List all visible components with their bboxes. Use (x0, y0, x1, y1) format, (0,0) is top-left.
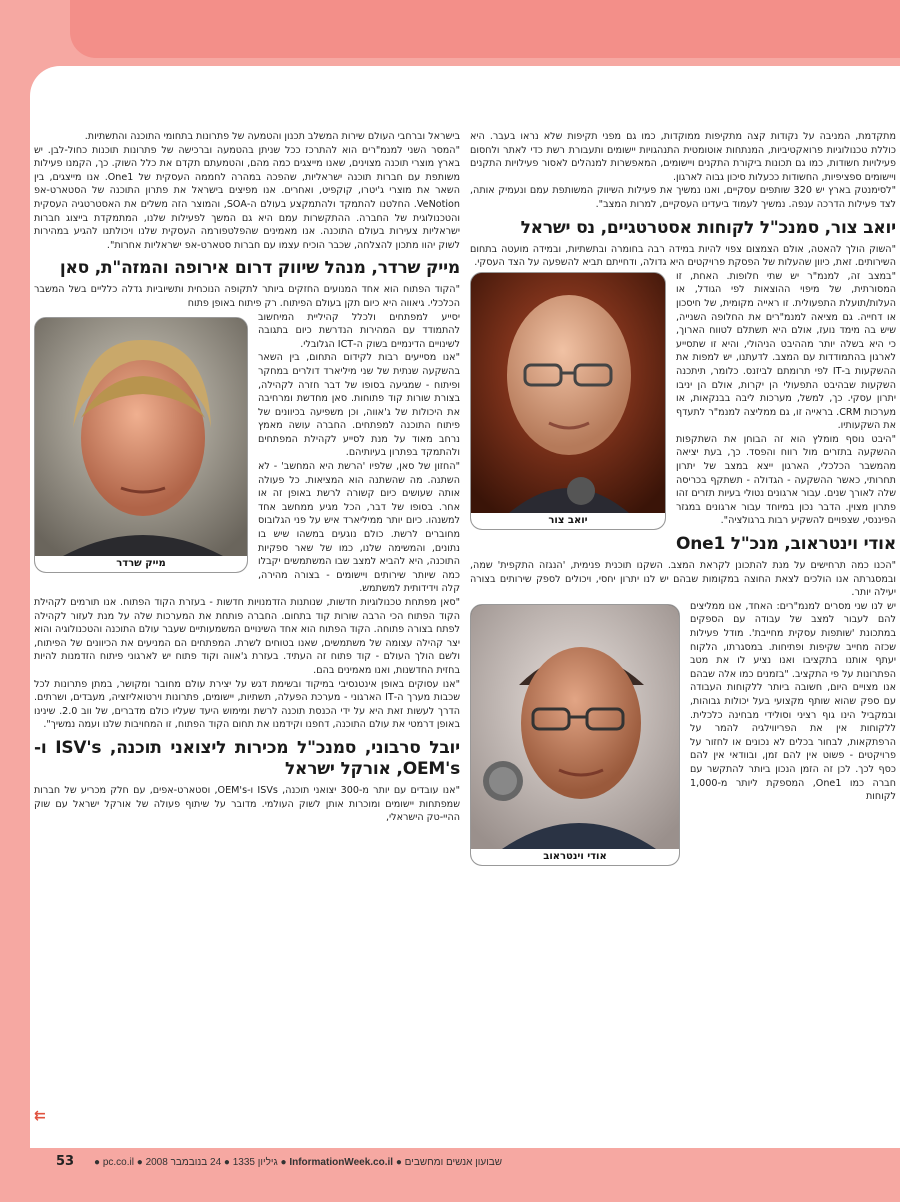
portrait-image (470, 605, 679, 851)
footer-publication: שבועון אנשים ומחשבים (404, 1157, 503, 1168)
section-heading-shrader: מייק שרדר, מנהל שיווק דרום אירופה והמזה"ת, סאן (59, 258, 460, 279)
paragraph: "אנו עסוקים באופן אינטנסיבי במיקוד ובשימת דגש על יצירת עולם מחובר ומקושר, במתן פתרונות לכל שכבות מערך ה-IT הארגוני - מערכת הפעלה, תשתיות, יישומים, פתרונות וירטואליזציה, מעבדים, ושרתים. הדרך לעשות זאת היא על ידי הכנסת תוכנה לרשת ומימוש היעד שעליו כולם מדברים, של ווב 2.0. שינינו באופן דרמטי את עולם התוכנה, דחפנו וקידמנו את תחום הקוד הפתוח, זו המחויבות שלנו ועמה נמשיך". (34, 678, 460, 731)
header-band (70, 0, 900, 58)
photo-yoav-tsur (470, 272, 666, 530)
footer-issue: גיליון 1335 (232, 1157, 278, 1168)
paragraph: יסייע למפתחים ולכלל קהיליית המיחשוב להתמודד עם המהירות הנדרשת כיום בתגובה לשינויים הדינמיים בשוק ה-ICT הגלובלי. (258, 311, 460, 350)
footer-site-pc: pc.co.il (102, 1157, 134, 1168)
paragraph: "השוק הולך להאטה, אולם הצמצום צפוי להיות במידה רבה בחומרה ובתשתיות, ובמידה מועטה בתחום השירותים. זאת, כיוון שהעלות של הפסקת פרויקטים היא גדולה, ודחייתם תביא להשפעה על הצד העסקי. (470, 243, 896, 269)
paragraph: "סאן מפתחת טכנולוגיות חדשות, שנותנות הזדמנויות חדשות - בעזרת הקוד הפתוח. אנו תורמים לקהילת הקוד הפתוח הכי הרבה שורות קוד בתחום. החברה פותחת את המערכות שלה על מנת לעזור לקהילה לפתח בצורה פתוחה. הקוד הפתוח הוא אחד השינויים המשמעותיים שעבר עולם התוכנה והטכנולוגיה והוא יצר קהילה עצומה של משתמשים, שאנו בטוחים לשרת. המפתחים הם המניעים את הכיוונים של הפיתוח, ולשם הולך העולם - קוד פתוח זה העתיד. בעזרת ג'אווה וקוד פתוח יש לארגוני פיתוח הזדמנות להיות בחזית החדשנות, ואנו מאמינים בהם. (34, 597, 460, 676)
paragraph: מתקדמת, המניבה על נקודות קצה מתקיפות ממוקדות, כמו גם מפני תקיפות שלא נראו בעבר. היא כוללת טכנולוגיות פרואקטיביות, המנתחות אוטומטית התנהגויות יישומים ותעבורת רשת כדי לאתר ולחסום פעילויות חשודות, כמו גם תכונות ביקורת התקנים ויישומים, המאפשרות למנהלים לאסור פעילויות התקנים ויישומים ספציפיות, החשודות ככעלות סיכון גבוה לארגון. (470, 131, 896, 183)
photo-udi-weintraub (470, 604, 680, 866)
page-number: 53 (56, 1154, 75, 1169)
photo-caption: מייק שרדר (35, 556, 247, 572)
photo-caption: יואב צור (471, 513, 665, 529)
photo-mike-shrader (34, 317, 248, 573)
paragraph: "החזון של סאן, שלפיו 'הרשת היא המחשב' - לא השתנה. מה שהשתנה הוא המציאות. כל פעולה אותה שעושים כיום קשורה לרשת באופן זה או אחר. בסופו של דבר, הכל מגיע ממחשב אחד למשנהו. כיום יותר ממיליארד איש על פני הגלובוס מחוברים לרשת. כולם נוגעים במשהו שיש בו נתונים, והמשימה שלנו, כמו של שאר ספקיות התוכנה, היא להביא למצב שבו המשתמשים יקבלו כמה שיותר שירותים ויישומים - בצורה מהירה, קלה וידידותית למשתמש. (258, 461, 460, 595)
paragraph: "הכנו כמה תרחישים על מנת להתכונן לקראת המצב. השקנו תוכנית פנימית, 'הנגזה התקפית' שמה, ובמסגרתה אנו הולכים לצאת החוצה במקומות שבהם יש לנו יתרון יחסי, ויכולים לספק שירותים בצורה יעילה יותר. (470, 560, 896, 599)
continue-arrow-icon: ⇇ (34, 1108, 46, 1124)
paragraph: "המסר השני למנמ"רים הוא להתרכז ככל שניתן בהטמעה וברכישה של פתרונות תוכנות כחול-לבן. יש בארץ מוצרי תוכנה מצוינים, שאנו מייצגים כמה מהם, והטמעתם תקדם את כלל השוק. כך, הקמנו פעילות משותפת עם חברות תוכנה ישראליות, שהפכה במהרה לחממה העסקית של One1. אנו מייצגים, בין השאר את מוצרי ג'יטרו, קוקפיט, ואחרים. אנו מפיצים בישראל את פתרון התוכנה של הסטארט-אפ VeNotion. החלטנו להתמקד ולהתמקצע בעולם ה-SOA, והמוצר הזה משלים את האסטרטגיה העסקית והטכנולוגית של החברה. ההתקשרות עמם היא גם המשך לפעילות שלנו, המתמקדת בייצוג חברות ישראליות צעירות בעולם התוכנה. אנו מאמינים שהפלטפורמה העסקית שלנו ויכולתנו להגיע במהירות לשוק יהוו מתכון להצלחה, שכבר הוכיח עצמו עם חברות סטארט-אפ ישראליות אחרות". (34, 144, 461, 251)
right-column (470, 130, 896, 870)
portrait-image (34, 318, 247, 556)
footer-date: 24 בנובמבר 2008 (145, 1157, 222, 1168)
page-footer (30, 1108, 870, 1176)
portrait-image (470, 273, 665, 513)
section-heading-tsur: יואב צור, סמנכ"ל לקוחות אסטרטגיים, נס ישראל (520, 217, 896, 238)
section-heading-weintraub: אודי וינטראוב, מנכ"ל One1 (675, 534, 896, 555)
paragraph: "במצב זה, למנמ"ר יש שתי חלופות. האחת, זו המסורתית, של מיפוי ההוצאות לפי הגודל, או העלות/תועלת התפעולית. זו ראייה מקומית, של חיסכון או דחייה. גם מציאה למנמ"רים את החלופה השנייה, שיש בה מימד נועז, אולם היא תשתלם לטווח הארוך, כי היא בשלה יותר מההיבט הניהולי, והיא זו שתסייע לארגון בהתמודדות עם המצב. לדעתנו, יש למפות את ההשקעות ב-IT לפי תרומתם לביזנס. כלומר, תיתכנה השקעות שבהיבט התפעולי הן יקרות, אולם הן יניבו יתרון עסקי. כך, למשל, מערכות ליבה בבנקאות, או מערכות CRM. בראייה זו, גם ממליצה למנמ"ר לתעדף את השקעותיו. (676, 270, 896, 432)
photo-caption: אודי וינטראוב (471, 849, 679, 865)
section-heading-sarboni: יובל סרבוני, סמנכ"ל מכירות ליצואני תוכנה, ISV's ו-OEM's, אורקל ישראל (34, 737, 460, 779)
footer-line: ● pc.co.il ● 24 בנובמבר 2008 ● גיליון 1335 ● InformationWeek.co.il ● שבועון אנשים ומחשבים (94, 1157, 503, 1168)
footer-site-iw: InformationWeek.co.il (289, 1157, 394, 1168)
paragraph: "אנו עובדים עם יותר מ-300 יצואני תוכנה, ISVs ו-OEM's, וסטארט-אפים, עם חלק מכריע של חברות שמפתחות יישומים ומוכרות אותן לשוק העולמי. מדובר על שיתוף פעולה של אורקל ישראל עם שוק ההיי-טק הישראלי, (34, 784, 460, 824)
paragraph: "הקוד הפתוח הוא אחד המנועים החזקים ביותר לתקופה הנוכחית ותשיוביות גדלה כלליים בשל המשבר הכלכלי. גיאווה היא כיום תקן בעולם הפיתוח. רק פיתוח באופן פתוח (34, 284, 460, 309)
paragraph: בישראל וברחבי העולם שירות המשלב תכנון והטמעה של פתרונות בתחומי התוכנה והתשתיות. (84, 131, 460, 142)
paragraph: "לסימנטק בארץ יש 320 שותפים עסקיים, ואנו נמשיך את פעילות השיווק המשותפת עמם ונעמיק אותה, לצד פעילות הדרכה ענפה. נמשיך לעמוד ביעדינו העסקיים, למרות המצב". (470, 185, 896, 210)
paragraph: "אנו מסייעים רבות לקידום התחום, בין השאר בהשקעה שנתית של שני מיליארד דולרים במחקר ופיתוח - שמגיעה בסופו של דבר חזרה לקהילה, בצורת שורות קוד פתוחות. סאן מחדשת ומרחיבה את היכולות של ג'אווה, וכן משפיעה בכיוונים של פיתוח התוכנה למפתחים. החברה עושה מאמץ נרחב מאוד על מנת לסייע לקהילת המפתחים ולהתמקד בפתרון בעיותיהם. (258, 352, 460, 459)
paragraph: יש לנו שני מסרים למנמ"רים: האחד, אנו ממליצים להם לעבור למצב של עבודה עם הספקים במתכונת 'שותפות עסקית מחייבת'. מודל פעילות שכזה מחייב שקיפות ופתיחות. במסגרתו, הלקוח יעתף אותנו בתקציבו ואנו נציע לו את מטב הפתרונות על פי התקציב. "בזמנים כמו אלה שבהם אנו מצויים היום, חשובה ביותר ללקוחות העבודה עם ספק שהוא שותף מקצועי בעל יכולות גבוהות, ובמקביל הינו גוף רציני וסולידי מבחינה כלכלית. ללקוחות אין את הפריווילגיה להמר על הרפתקאות, לבחור בכלים לא נכונים או לחזור על פרויקטים - פשוט אין להם זמן, ובוודאי אין להם כסף לכך. לכן זה הזמן הנכון ביותר להתקשר עם חברה כמו One1, המספקת ליותר מ-1,000 לקוחות (690, 600, 896, 803)
paragraph: "היבט נוסף מומלץ הוא זה הבוחן את השתקפות ההשקעה בתזרים מול רווח והפסד. כך, בעת יציאה מהמשבר הכלכלי, הארגון ייצא במצב של יתרון תחרותי, כאשר ההשקעה - הגדולה - תשתקף בכריסה שלה לאורך שנים. עבור ארגונים נטולי בעיות תזרים זהו פתרון מצוין. הדבר נכון במיוחד עבור ארגונים במגזר הפיננסי, שצפויים להשקיע רבות ברגולציה". (676, 433, 896, 527)
left-column (34, 130, 460, 825)
